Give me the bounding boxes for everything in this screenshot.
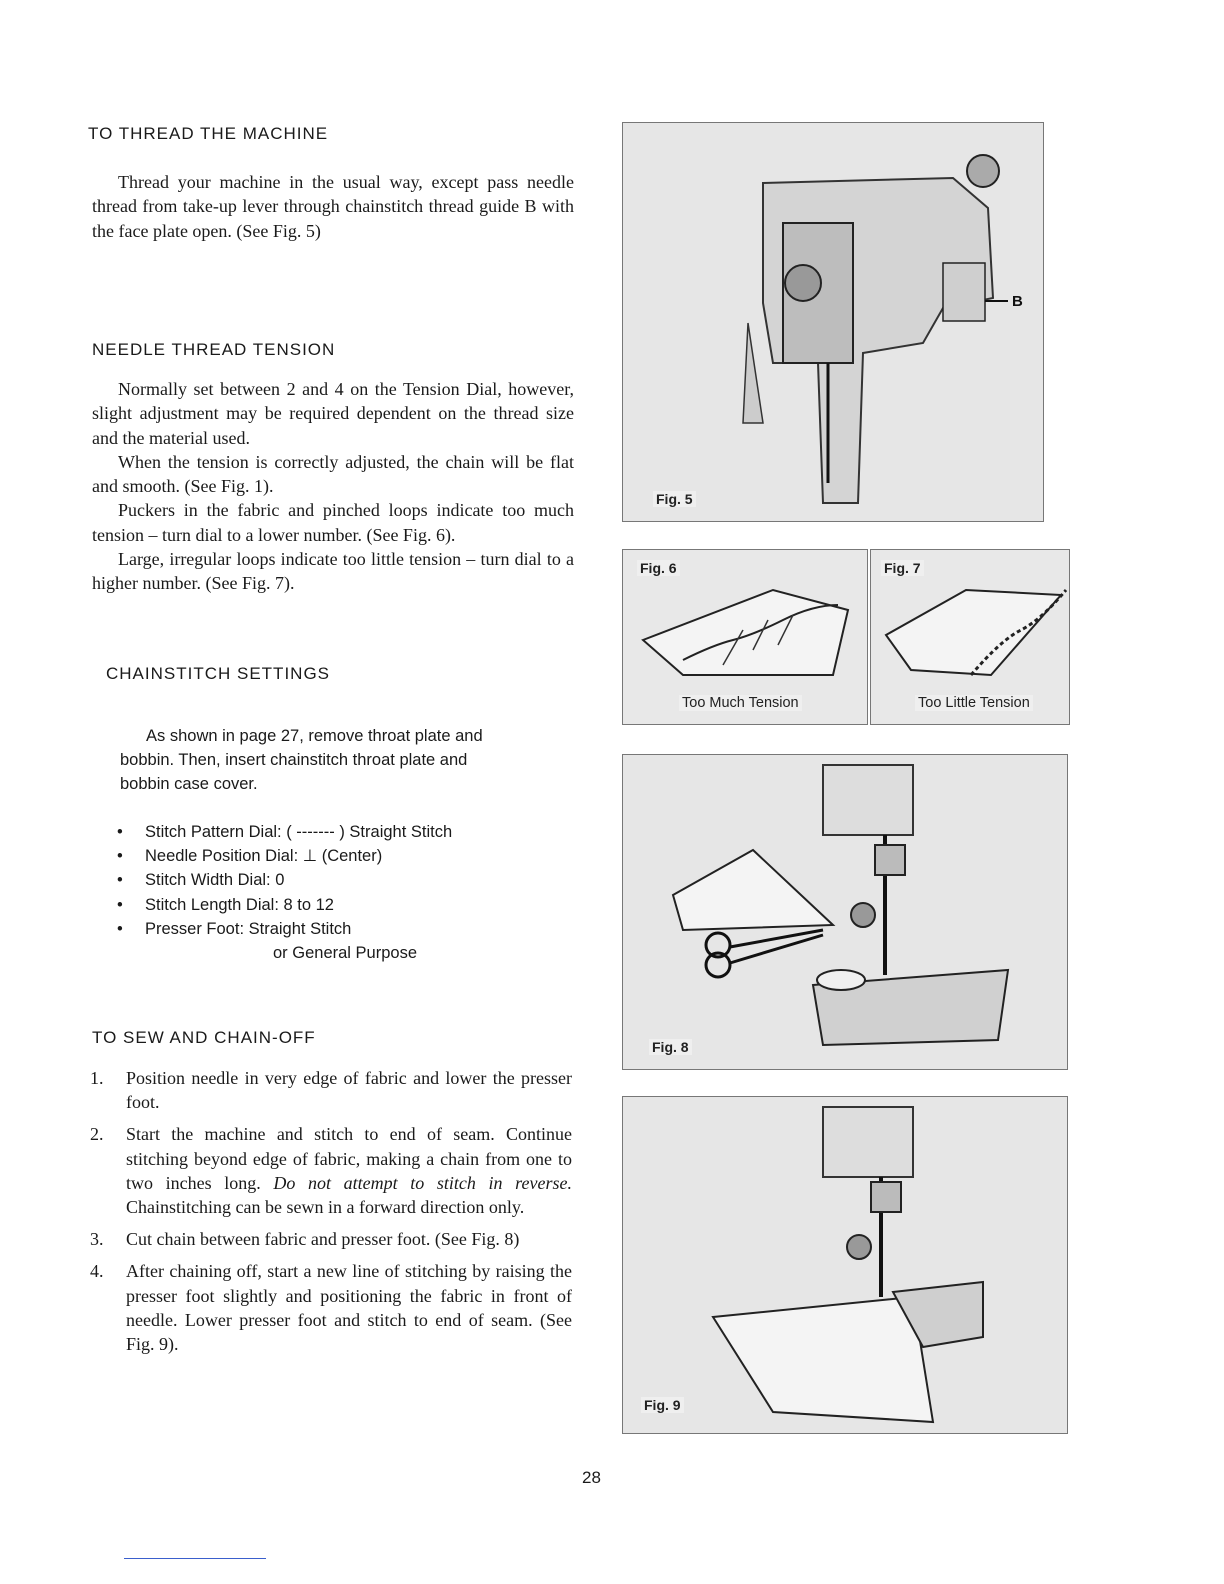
tension-paragraph: When the tension is correctly adjusted, the chain will be flat and smooth. (See Fig. 1). bbox=[92, 451, 574, 497]
figure-7-label: Fig. 7 bbox=[881, 560, 924, 576]
figure-7-caption: Too Little Tension bbox=[915, 695, 1033, 711]
step-number: 1. bbox=[90, 1068, 104, 1088]
machine-head-illustration bbox=[623, 123, 1043, 521]
figure-6-label: Fig. 6 bbox=[637, 560, 680, 576]
callout-b: B bbox=[1012, 293, 1023, 310]
figure-5-machine-head bbox=[622, 122, 1044, 522]
figure-9-new-line-stitching bbox=[622, 1096, 1068, 1434]
setting-item: • Needle Position Dial: ⊥ (Center) bbox=[114, 844, 574, 868]
figure-8-label: Fig. 8 bbox=[649, 1039, 692, 1055]
figure-5-label: Fig. 5 bbox=[653, 491, 696, 507]
step-item bbox=[90, 1066, 572, 1114]
tension-paragraph: Large, irregular loops indicate too little tension – turn dial to a higher number. (See Fig. 7). bbox=[92, 549, 574, 594]
step-text: Chainstitching can be sewn in a forward direction only. bbox=[126, 1197, 525, 1218]
step-item bbox=[90, 1227, 572, 1251]
step-text: Start the machine and stitch to end of seam. Continue stitching beyond edge of fabric, making a chain from one to two inches long. bbox=[126, 1124, 572, 1193]
settings-intro: As shown in page 27, remove throat plate and bobbin. Then, insert chainstitch throat plate and bobbin case cover. bbox=[120, 727, 483, 793]
heading-needle-tension: NEEDLE THREAD TENSION bbox=[92, 340, 336, 359]
setting-item-continuation: or General Purpose bbox=[273, 944, 417, 963]
heading-sew-chain-off: TO SEW AND CHAIN-OFF bbox=[92, 1028, 316, 1047]
figure-6-caption: Too Much Tension bbox=[679, 695, 802, 711]
thread-machine-text: Thread your machine in the usual way, except pass needle thread from take-up lever through chainstitch thread guide B with the face plate open. (See Fig. 5) bbox=[92, 172, 574, 241]
step-text: After chaining off, start a new line of stitching by raising the presser foot slightly and positioning the fabric in front of needle. Lower presser foot and stitch to end of seam. (See Fig. 9). bbox=[126, 1261, 572, 1355]
setting-item: • Presser Foot: Straight Stitch bbox=[114, 917, 574, 941]
restart-stitching-illustration bbox=[623, 1097, 1067, 1433]
page-number: 28 bbox=[582, 1468, 601, 1487]
step-number: 2. bbox=[90, 1124, 104, 1145]
figure-9-label: Fig. 9 bbox=[641, 1397, 684, 1413]
tension-paragraph: Puckers in the fabric and pinched loops indicate too much tension – turn dial to a lower number. (See Fig. 6). bbox=[92, 500, 574, 545]
heading-thread-machine: TO THREAD THE MACHINE bbox=[88, 124, 329, 143]
step-number: 3. bbox=[90, 1229, 104, 1250]
setting-item: • Stitch Pattern Dial: ( ------- ) Straight Stitch bbox=[114, 820, 574, 844]
cut-chain-illustration bbox=[623, 755, 1067, 1069]
setting-item: • Stitch Width Dial: 0 bbox=[114, 868, 574, 892]
step-text: Cut chain between fabric and presser foot. (See Fig. 8) bbox=[126, 1229, 520, 1250]
step-text: Position needle in very edge of fabric and lower the presser foot. bbox=[126, 1068, 572, 1113]
setting-item: • Stitch Length Dial: 8 to 12 bbox=[114, 893, 574, 917]
figure-8-cut-chain bbox=[622, 754, 1068, 1070]
needle-tension-text bbox=[92, 377, 574, 596]
step-emphasis: Do not attempt to stitch in reverse. bbox=[273, 1172, 572, 1193]
sew-steps-list bbox=[90, 1066, 572, 1364]
figure-7-too-little-tension bbox=[870, 549, 1070, 725]
settings-list bbox=[114, 820, 574, 965]
step-item bbox=[90, 1122, 572, 1219]
figure-6-too-much-tension bbox=[622, 549, 868, 725]
step-number: 4. bbox=[90, 1261, 104, 1282]
tension-paragraph: Normally set between 2 and 4 on the Tension Dial, however, slight adjustment may be required dependent on the thread size and the material used. bbox=[92, 379, 574, 448]
step-item bbox=[90, 1259, 572, 1356]
footer-link-line bbox=[124, 1558, 266, 1559]
heading-chainstitch-settings: CHAINSTITCH SETTINGS bbox=[106, 664, 331, 683]
